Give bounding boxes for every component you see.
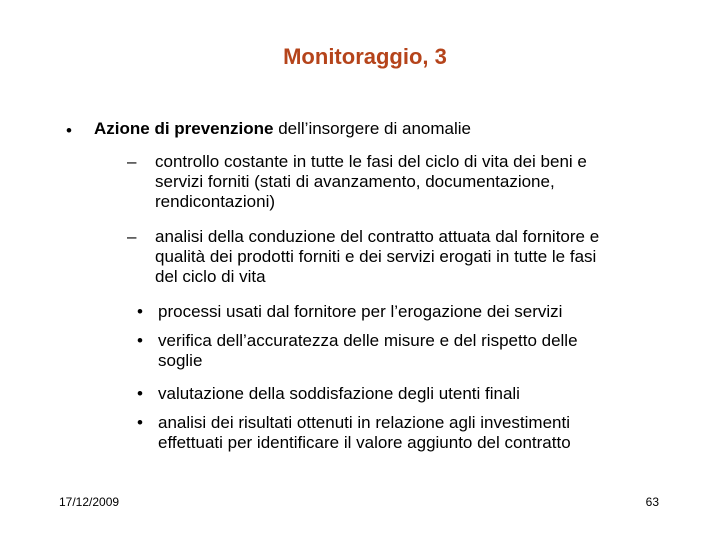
main-bullet-text: [94, 119, 471, 139]
sub-sub-bullet-line: valutazione della soddisfazione degli utenti finali: [158, 384, 520, 403]
bullet-dot: •: [137, 331, 143, 350]
bullet-dot: •: [66, 121, 72, 140]
footer-date: 17/12/2009: [59, 495, 120, 509]
sub-sub-bullet-line: processi usati dal fornitore per l’erogazione dei servizi: [158, 302, 563, 321]
bullet-dot: •: [137, 384, 143, 403]
sub-bullet-1: [155, 152, 653, 212]
sub-bullet-1-line: controllo costante in tutte le fasi del ciclo di vita dei beni e: [155, 152, 587, 171]
sub-bullet-2-line: del ciclo di vita: [155, 267, 266, 286]
sub-sub-bullet-line: analisi dei risultati ottenuti in relazione agli investimenti: [158, 413, 570, 432]
page-number: 63: [645, 495, 659, 509]
sub-bullet-2-line: analisi della conduzione del contratto attuata dal fornitore e: [155, 227, 600, 246]
main-bullet-rest: dell’insorgere di anomalie: [273, 119, 471, 138]
sub-sub-bullet-line: effettuati per identificare il valore aggiunto del contratto: [158, 433, 571, 452]
sub-bullet-2: [155, 227, 653, 287]
dash-marker: –: [127, 152, 137, 171]
main-bullet-bold: Azione di prevenzione: [94, 119, 274, 138]
sub-sub-bullet-line: verifica dell’accuratezza delle misure e del rispetto delle: [158, 331, 578, 350]
sub-bullet-1-line: servizi forniti (stati di avanzamento, documentazione,: [155, 172, 555, 191]
sub-sub-bullet-2: [158, 331, 658, 371]
slide-title: Monitoraggio, 3: [283, 44, 447, 69]
sub-sub-bullet-3: [158, 384, 658, 404]
bullet-dot: •: [137, 413, 143, 432]
sub-bullet-1-line: rendicontazioni): [155, 192, 276, 211]
sub-sub-bullet-4: [158, 413, 658, 453]
sub-sub-bullet-1: [158, 302, 658, 322]
sub-bullet-2-line: qualità dei prodotti forniti e dei servizi erogati in tutte le fasi: [155, 247, 597, 266]
dash-marker: –: [127, 227, 137, 246]
bullet-dot: •: [137, 302, 143, 321]
sub-sub-bullet-line: soglie: [158, 351, 203, 370]
